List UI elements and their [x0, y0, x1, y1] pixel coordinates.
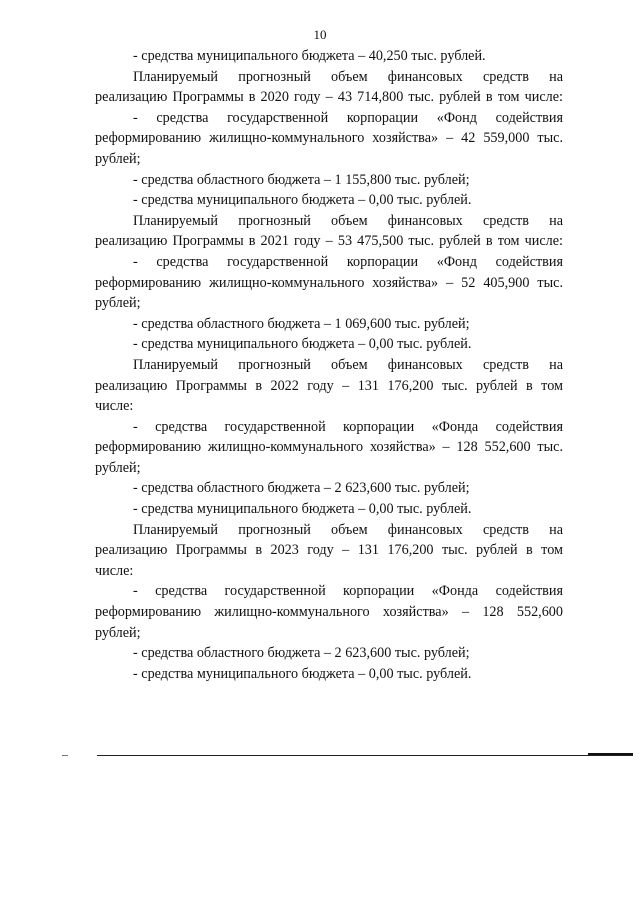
text-line: - средства муниципального бюджета – 0,00 тыс. рублей.: [133, 192, 472, 209]
separator-line: [97, 755, 633, 756]
text-line: числе:: [95, 398, 134, 415]
text-line: - средства муниципального бюджета – 0,00 тыс. рублей.: [133, 665, 472, 682]
text-line: - средства государственной корпорации «Фонда содействия: [133, 418, 563, 435]
text-line: рублей;: [95, 150, 141, 167]
separator-line-end: [588, 753, 633, 755]
text-line: рублей;: [95, 295, 141, 312]
text-line: - средства государственной корпорации «Фонда содействия: [133, 583, 563, 600]
margin-mark: [62, 755, 68, 756]
text-line: рублей;: [95, 459, 141, 476]
text-line: - средства областного бюджета – 2 623,600 тыс. рублей;: [133, 645, 470, 662]
text-line: Планируемый прогнозный объем финансовых средств на: [133, 68, 563, 85]
text-line: - средства муниципального бюджета – 0,00 тыс. рублей.: [133, 501, 472, 518]
text-line: реформированию жилищно-коммунального хозяйства» – 42 559,000 тыс.: [95, 130, 563, 147]
text-line: реализацию Программы в 2023 году – 131 176,200 тыс. рублей в том: [95, 542, 563, 559]
text-line: Планируемый прогнозный объем финансовых средств на: [133, 521, 563, 538]
text-line: реализацию Программы в 2020 году – 43 714,800 тыс. рублей в том числе:: [95, 89, 563, 106]
text-line: реформированию жилищно-коммунального хозяйства» – 128 552,600: [95, 604, 563, 621]
text-line: реализацию Программы в 2021 году – 53 475,500 тыс. рублей в том числе:: [95, 233, 563, 250]
text-line: - средства областного бюджета – 1 069,600 тыс. рублей;: [133, 315, 470, 332]
text-line: - средства областного бюджета – 1 155,800 тыс. рублей;: [133, 171, 470, 188]
text-line: Планируемый прогнозный объем финансовых средств на: [133, 212, 563, 229]
text-line: реализацию Программы в 2022 году – 131 176,200 тыс. рублей в том: [95, 377, 563, 394]
text-line: реформированию жилищно-коммунального хозяйства» – 128 552,600 тыс.: [95, 439, 563, 456]
text-line: - средства областного бюджета – 2 623,600 тыс. рублей;: [133, 480, 470, 497]
text-line: - средства муниципального бюджета – 40,250 тыс. рублей.: [133, 48, 486, 64]
document-body: [95, 46, 563, 684]
page-number: 10: [313, 27, 327, 42]
text-line: реформированию жилищно-коммунального хозяйства» – 52 405,900 тыс.: [95, 274, 563, 291]
text-line: числе:: [95, 562, 134, 579]
text-line: - средства государственной корпорации «Фонд содействия: [133, 253, 563, 270]
text-line: рублей;: [95, 624, 141, 641]
text-line: Планируемый прогнозный объем финансовых средств на: [133, 356, 563, 373]
text-line: - средства муниципального бюджета – 0,00 тыс. рублей.: [133, 336, 472, 353]
text-line: - средства государственной корпорации «Фонд содействия: [133, 109, 563, 126]
